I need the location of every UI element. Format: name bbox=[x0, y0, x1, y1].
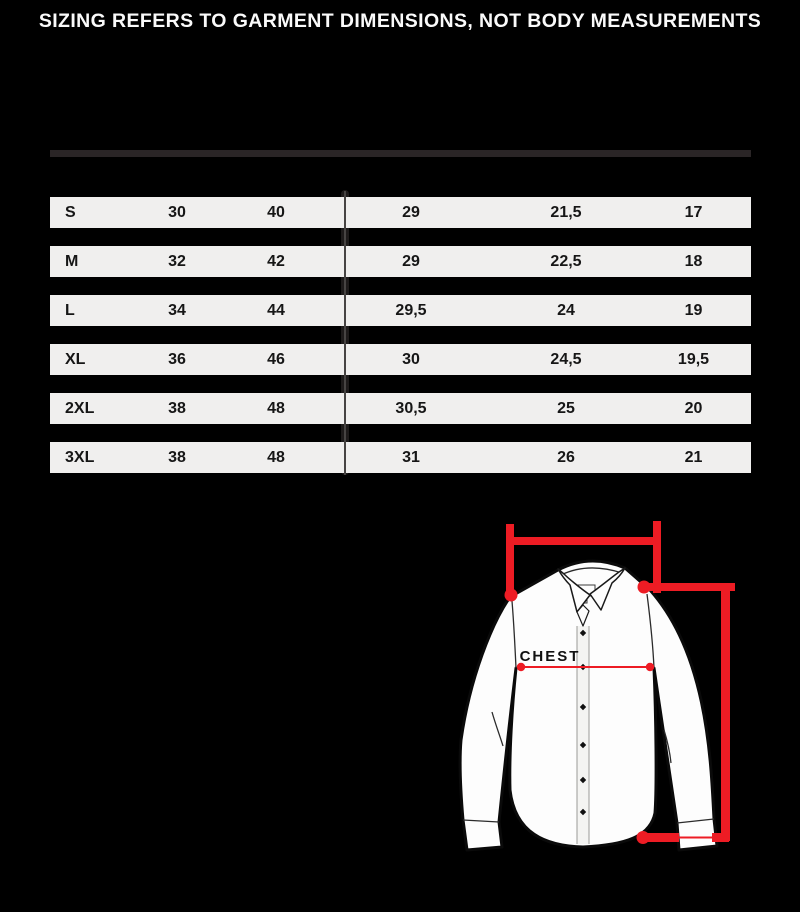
value-cell: 30,5 bbox=[395, 399, 427, 417]
value-cell: 21 bbox=[684, 448, 703, 466]
value-cell: 22,5 bbox=[550, 252, 582, 270]
page-title: SIZING REFERS TO GARMENT DIMENSIONS, NOT BODY MEASUREMENTS bbox=[38, 10, 762, 32]
table-row bbox=[50, 295, 751, 326]
size-label-cell: XL bbox=[65, 350, 86, 368]
value-cell: 48 bbox=[267, 448, 285, 466]
value-cell: 46 bbox=[267, 350, 285, 368]
size-table bbox=[50, 197, 751, 491]
table-column-divider bbox=[344, 191, 346, 475]
size-table-body bbox=[50, 197, 751, 473]
value-cell: 40 bbox=[267, 203, 285, 221]
table-row bbox=[50, 393, 751, 424]
value-cell: 34 bbox=[168, 301, 186, 319]
value-cell: 18 bbox=[684, 252, 703, 270]
value-cell: 29,5 bbox=[395, 301, 427, 319]
value-cell: 19,5 bbox=[677, 350, 710, 368]
value-cell: 44 bbox=[267, 301, 285, 319]
table-row bbox=[50, 442, 751, 473]
value-cell: 25 bbox=[557, 399, 575, 417]
shirt-illustration bbox=[460, 561, 717, 850]
shirt-measurement-diagram bbox=[440, 505, 800, 912]
table-header-bar bbox=[50, 150, 751, 157]
table-row bbox=[50, 344, 751, 375]
table-row bbox=[50, 197, 751, 228]
size-label-cell: M bbox=[65, 252, 79, 270]
value-cell: 36 bbox=[168, 350, 186, 368]
value-cell: 38 bbox=[168, 448, 186, 466]
value-cell: 31 bbox=[402, 448, 420, 466]
value-cell: 29 bbox=[402, 203, 420, 221]
chest-label: CHEST bbox=[519, 648, 581, 665]
value-cell: 26 bbox=[557, 448, 575, 466]
size-label-cell: L bbox=[65, 301, 75, 319]
value-cell: 29 bbox=[402, 252, 420, 270]
value-cell: 19 bbox=[684, 301, 703, 319]
value-cell: 17 bbox=[684, 203, 703, 221]
value-cell: 30 bbox=[168, 203, 186, 221]
value-cell: 21,5 bbox=[550, 203, 582, 221]
value-cell: 42 bbox=[267, 252, 285, 270]
value-cell: 30 bbox=[402, 350, 420, 368]
table-row bbox=[50, 246, 751, 277]
size-label-cell: 3XL bbox=[65, 448, 95, 466]
value-cell: 32 bbox=[168, 252, 186, 270]
size-label-cell: S bbox=[65, 203, 76, 221]
value-cell: 48 bbox=[267, 399, 285, 417]
size-label-cell: 2XL bbox=[65, 399, 95, 417]
value-cell: 38 bbox=[168, 399, 186, 417]
value-cell: 24 bbox=[557, 301, 575, 319]
value-cell: 20 bbox=[684, 399, 703, 417]
value-cell: 24,5 bbox=[550, 350, 582, 368]
